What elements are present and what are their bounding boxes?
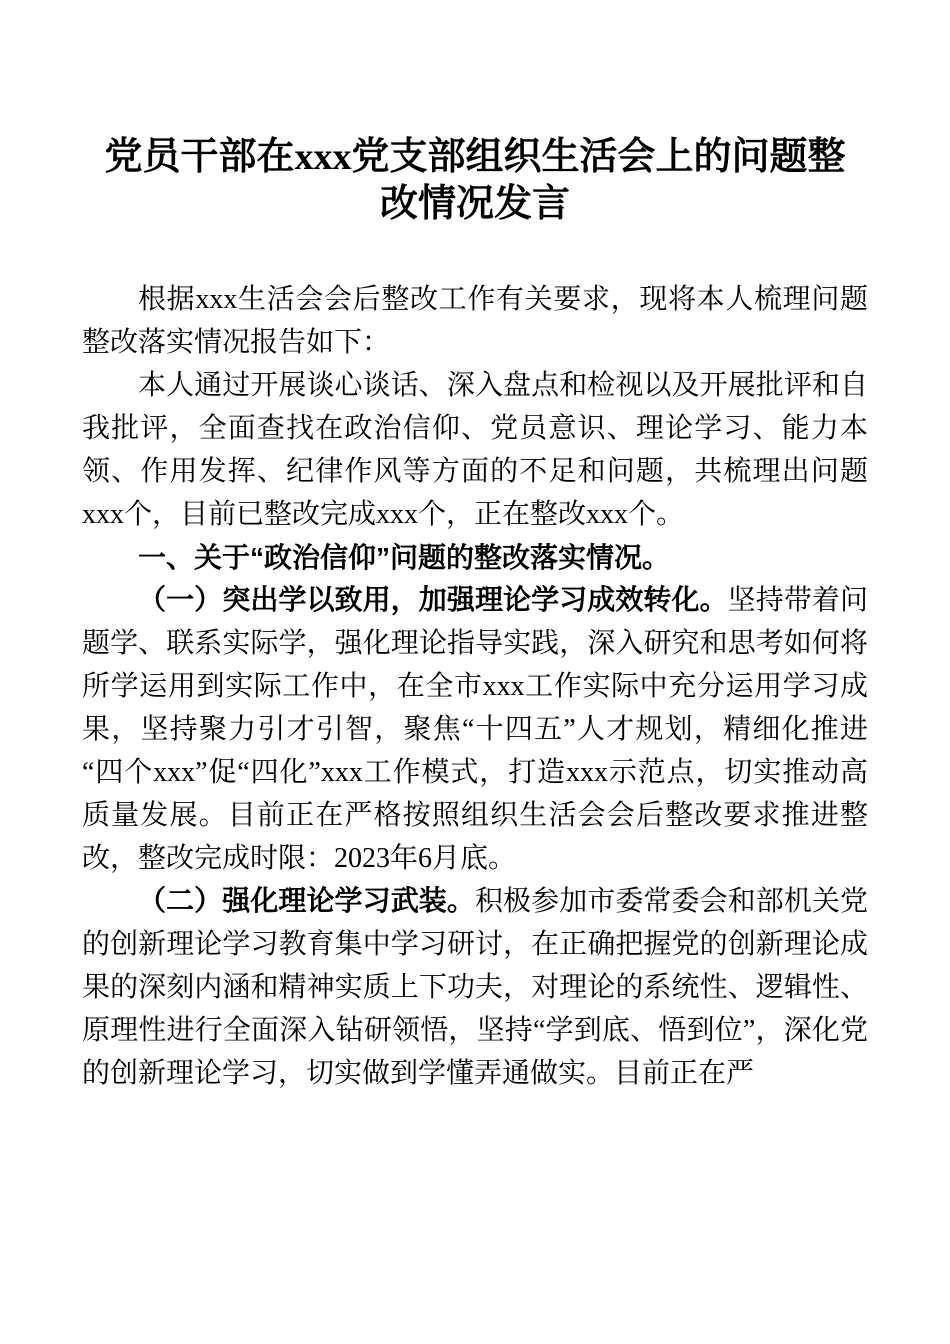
section-heading: 一、关于“政治信仰”问题的整改落实情况。 [138,542,671,573]
intro-paragraph-2: 本人通过开展谈心谈话、深入盘点和检视以及开展批评和自我批评，全面查找在政治信仰、党员意识、理论学习、能力本领、作用发挥、纪律作风等方面的不足和问题，共梳理出问题xxx个，目前已整改完成xxx个，正在整改xxx个。 [82,370,868,530]
section-item-1-lead: （一）突出学以致用，加强理论学习成效转化。 [138,585,728,616]
intro-paragraph-1: 根据xxx生活会会后整改工作有关要求，现将本人梳理问题整改落实情况报告如下： [82,284,868,358]
section-item-2-body: 积极参加市委常委会和部机关党的创新理论学习教育集中学习研讨，在正确把握党的创新理论成果的深刻内涵和精神实质上下功夫，对理论的系统性、逻辑性、原理性进行全面深入钻研领悟，坚持“学到底、悟到位”，深化党的创新理论学习，切实做到学懂弄通做实。目前正在严 [82,886,868,1089]
document-content [82,278,868,1095]
document-title: 党员干部在xxx党支部组织生活会上的问题整改情况发言 [104,136,846,225]
section-item-1-body: 坚持带着问题学、联系实际学，强化理论指导实践，深入研究和思考如何将所学运用到实际工作中，在全市xxx工作实际中充分运用学习成果，坚持聚力引才引智，聚焦“十四五”人才规划，精细化推进“四个xxx”促“四化”xxx工作模式，打造xxx示范点，切实推动高质量发展。目前正在严格按照组织生活会会后整改要求推进整改，整改完成时限：2023年6月底。 [82,585,868,874]
section-item-1 [82,579,868,880]
section-item-2 [82,880,868,1095]
section-item-2-lead: （二）强化理论学习武装。 [138,886,475,917]
